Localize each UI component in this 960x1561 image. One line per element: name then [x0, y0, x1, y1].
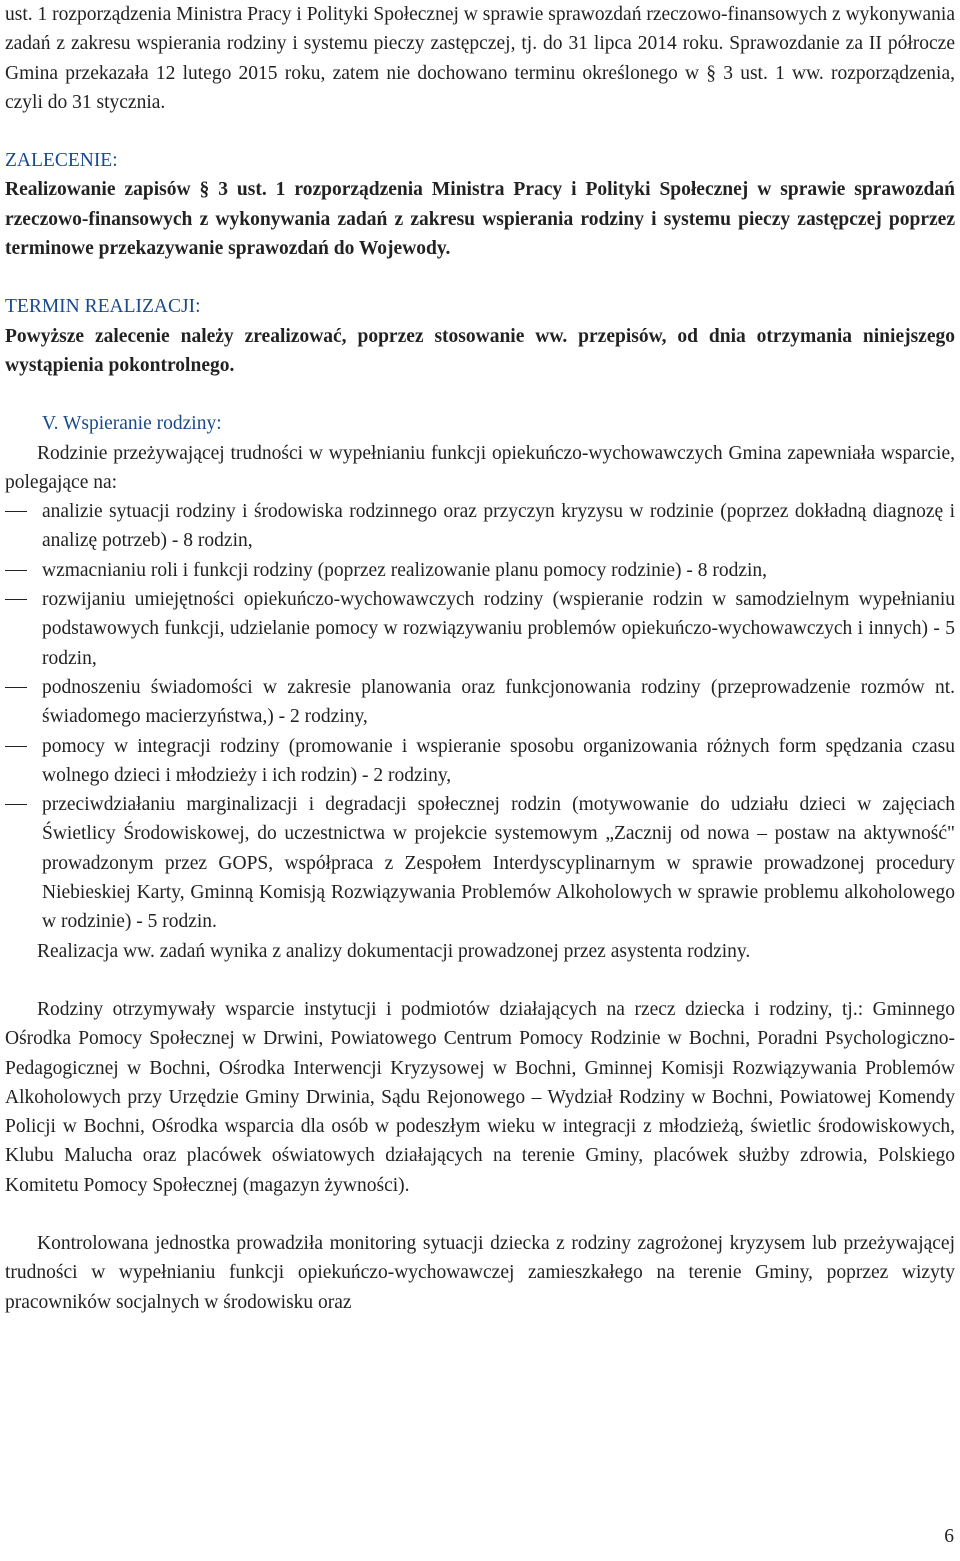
dash-bullet [5, 746, 27, 747]
dash-bullet [5, 570, 27, 571]
list-item [5, 497, 955, 556]
support-paragraph: Rodziny otrzymywały wsparcie instytucji i podmiotów działających na rzecz dziecka i rodziny, tj.: Gminnego Ośrodka Pomocy Społecznej w Drwini, Powiatowego Centrum Pomocy Rodzinie w Bochni, Poradni Psychologiczno-Pedagogicznej w Bochni, Ośrodka Interwencji Kryzysowej w Bochni, Gminnej Komisji Rozwiązywania Problemów Alkoholowych przy Urzędzie Gminy Drwinia, Sądu Rejonowego – Wydział Rodziny w Bochni, Powiatowej Komendy Policji w Bochni, Ośrodka wsparcia dla osób w podeszłym wieku w integracji z młodzieżą, świetlic środowiskowych, Klubu Malucha oraz placówek oświatowych działających na terenie Gminy, placówek służby zdrowia, Polskiego Komitetu Pomocy Społecznej (magazyn żywności). [5, 998, 955, 1196]
list-item [5, 790, 955, 936]
list-item [5, 585, 955, 673]
list-item-text: rozwijaniu umiejętności opiekuńczo-wychowawczych rodziny (wspieranie rodzin w samodzielnym wypełnianiu podstawowych funkcji, udzielanie pomocy w rozwiązywaniu problemów opiekuńczo-wychowawczych i innych) - 5 rodzin, [42, 589, 955, 669]
recommendation-text: Realizowanie zapisów § 3 ust. 1 rozporządzenia Ministra Pracy i Polityki Społecznej w sprawie sprawozdań rzeczowo-finansowych z wykonywania zadań z zakresu wspierania rodziny i systemu pieczy zastępczej poprzez terminowe przekazywanie sprawozdań do Wojewody. [5, 179, 955, 260]
section-v-heading: V. Wspieranie rodziny: [42, 413, 222, 435]
spacer [5, 380, 955, 409]
list-item-text: przeciwdziałaniu marginalizacji i degradacji społecznej rodzin (motywowanie do udziału dzieci w zajęciach Świetlicy Środowiskowej, do uczestnictwa w projekcie systemowym „Zacznij od nowa – postaw na aktywność" prowadzonym przez GOPS, współpraca z Zespołem Interdyscyplinarnym w sprawie prowadzonej procedury Niebieskiej Karty, Gminną Komisją Rozwiązywania Problemów Alkoholowych w sprawie problemu alkoholowego w rodzinie) - 5 rodzin. [42, 794, 955, 933]
section-v-lead: Rodzinie przeżywającej trudności w wypełnianiu funkcji opiekuńczo-wychowawczych Gmina zapewniała wsparcie, polegające na: [5, 442, 955, 493]
list-item [5, 556, 955, 585]
dash-bullet [5, 599, 27, 600]
section-v-closing: Realizacja ww. zadań wynika z analizy dokumentacji prowadzonej przez asystenta rodziny. [37, 940, 751, 962]
dash-bullet [5, 511, 27, 512]
dash-bullet [5, 804, 27, 805]
intro-paragraph: ust. 1 rozporządzenia Ministra Pracy i Polityki Społecznej w sprawie sprawozdań rzeczowo-finansowych z wykonywania zadań z zakresu wspierania rodziny i systemu pieczy zastępczej, tj. do 31 lipca 2014 roku. Sprawozdanie za II półrocze Gmina przekazała 12 lutego 2015 roku, zatem nie dochowano terminu określonego w § 3 ust. 1 ww. rozporządzenia, czyli do 31 stycznia. [5, 4, 955, 113]
list-item-text: analizie sytuacji rodziny i środowiska rodzinnego oraz przyczyn kryzysu w rodzinie (poprzez dokładną diagnozę i analizę potrzeb) - 8 rodzin, [42, 501, 955, 552]
document-page [5, 0, 955, 1317]
page-number: 6 [944, 1526, 954, 1547]
spacer [5, 117, 955, 146]
list-item-text: podnoszeniu świadomości w zakresie planowania oraz funkcjonowania rodziny (przeprowadzenie rozmów nt. świadomego macierzyństwa,) - 2 rodziny, [42, 676, 955, 728]
list-item-text: pomocy w integracji rodziny (promowanie i wspieranie sposobu organizowania różnych form spędzania czasu wolnego dzieci i młodzieży i ich rodzin) - 2 rodziny, [42, 735, 955, 786]
monitoring-paragraph: Kontrolowana jednostka prowadziła monitoring sytuacji dziecka z rodziny zagrożonej kryzysem lub przeżywającej trudności w wypełnianiu funkcji opiekuńczo-wychowawczej zamieszkałego na terenie Gminy, poprzez wizyty pracowników socjalnych w środowisku oraz [5, 1232, 955, 1313]
deadline-text: Powyższe zalecenie należy zrealizować, poprzez stosowanie ww. przepisów, od dnia otrzymania niniejszego wystąpienia pokontrolnego. [5, 325, 955, 376]
spacer [5, 263, 955, 292]
recommendation-heading: ZALECENIE: [5, 150, 118, 172]
deadline-heading: TERMIN REALIZACJI: [5, 296, 201, 318]
list-item [5, 732, 955, 791]
list-item-text: wzmacnianiu roli i funkcji rodziny (poprzez realizowanie planu pomocy rodzinie) - 8 rodzin, [42, 559, 768, 581]
spacer [5, 1200, 955, 1229]
support-list [5, 497, 955, 936]
spacer [5, 966, 955, 995]
list-item [5, 673, 955, 732]
dash-bullet [5, 687, 27, 688]
